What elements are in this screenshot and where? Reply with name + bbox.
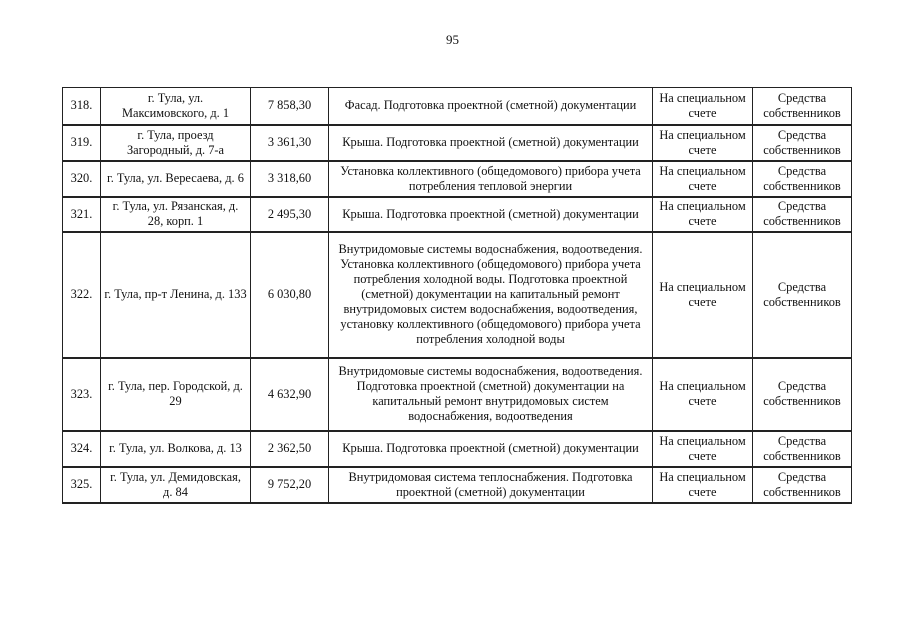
table-row bbox=[63, 431, 852, 467]
row-number: 325. bbox=[63, 467, 101, 503]
work-description-cell: Фасад. Подготовка проектной (сметной) документации bbox=[329, 88, 653, 125]
work-description-cell: Крыша. Подготовка проектной (сметной) документации bbox=[329, 125, 653, 161]
table-row bbox=[63, 197, 852, 232]
address-cell: г. Тула, проезд Загородный, д. 7-а bbox=[101, 125, 251, 161]
address-cell: г. Тула, пр-т Ленина, д. 133 bbox=[101, 232, 251, 358]
account-type-cell: На специальном счете bbox=[653, 197, 753, 232]
work-description-cell: Внутридомовые системы водоснабжения, водоотведения. Подготовка проектной (сметной) документации на капитальный ремонт внутридомовых систем водоснабжения, водоотведения bbox=[329, 358, 653, 431]
registry-table bbox=[62, 87, 852, 504]
work-description-cell: Установка коллективного (общедомового) прибора учета потребления тепловой энергии bbox=[329, 161, 653, 197]
registry-table-body bbox=[63, 88, 852, 503]
amount-cell: 9 752,20 bbox=[251, 467, 329, 503]
amount-cell: 4 632,90 bbox=[251, 358, 329, 431]
funding-source-cell: Средства собственников bbox=[753, 88, 852, 125]
work-description-cell: Внутридомовые системы водоснабжения, водоотведения. Установка коллективного (общедомового) прибора учета потребления холодной воды. Подготовка проектной (сметной) документации на капитальный ремонт внутридомовых систем водоснабжения, водоотведения, установку коллективного (общедомового) прибора учета потребления холодной воды bbox=[329, 232, 653, 358]
table-row bbox=[63, 88, 852, 125]
funding-source-cell: Средства собственников bbox=[753, 467, 852, 503]
account-type-cell: На специальном счете bbox=[653, 88, 753, 125]
account-type-cell: На специальном счете bbox=[653, 431, 753, 467]
amount-cell: 2 495,30 bbox=[251, 197, 329, 232]
work-description-cell: Внутридомовая система теплоснабжения. Подготовка проектной (сметной) документации bbox=[329, 467, 653, 503]
row-number: 323. bbox=[63, 358, 101, 431]
address-cell: г. Тула, ул. Волкова, д. 13 bbox=[101, 431, 251, 467]
funding-source-cell: Средства собственников bbox=[753, 232, 852, 358]
account-type-cell: На специальном счете bbox=[653, 161, 753, 197]
amount-cell: 3 361,30 bbox=[251, 125, 329, 161]
table-row bbox=[63, 125, 852, 161]
funding-source-cell: Средства собственников bbox=[753, 358, 852, 431]
account-type-cell: На специальном счете bbox=[653, 125, 753, 161]
amount-cell: 3 318,60 bbox=[251, 161, 329, 197]
funding-source-cell: Средства собственников bbox=[753, 197, 852, 232]
row-number: 324. bbox=[63, 431, 101, 467]
amount-cell: 7 858,30 bbox=[251, 88, 329, 125]
table-row bbox=[63, 467, 852, 503]
funding-source-cell: Средства собственников bbox=[753, 125, 852, 161]
address-cell: г. Тула, ул. Вересаева, д. 6 bbox=[101, 161, 251, 197]
funding-source-cell: Средства собственников bbox=[753, 161, 852, 197]
work-description-cell: Крыша. Подготовка проектной (сметной) документации bbox=[329, 431, 653, 467]
address-cell: г. Тула, ул. Демидовская, д. 84 bbox=[101, 467, 251, 503]
row-number: 319. bbox=[63, 125, 101, 161]
account-type-cell: На специальном счете bbox=[653, 232, 753, 358]
address-cell: г. Тула, ул. Максимовского, д. 1 bbox=[101, 88, 251, 125]
funding-source-cell: Средства собственников bbox=[753, 431, 852, 467]
work-description-cell: Крыша. Подготовка проектной (сметной) документации bbox=[329, 197, 653, 232]
table-row bbox=[63, 161, 852, 197]
address-cell: г. Тула, ул. Рязанская, д. 28, корп. 1 bbox=[101, 197, 251, 232]
table-row bbox=[63, 358, 852, 431]
table-row bbox=[63, 232, 852, 358]
row-number: 322. bbox=[63, 232, 101, 358]
row-number: 318. bbox=[63, 88, 101, 125]
amount-cell: 2 362,50 bbox=[251, 431, 329, 467]
address-cell: г. Тула, пер. Городской, д. 29 bbox=[101, 358, 251, 431]
account-type-cell: На специальном счете bbox=[653, 467, 753, 503]
amount-cell: 6 030,80 bbox=[251, 232, 329, 358]
page-number: 95 bbox=[446, 32, 459, 47]
row-number: 320. bbox=[63, 161, 101, 197]
account-type-cell: На специальном счете bbox=[653, 358, 753, 431]
row-number: 321. bbox=[63, 197, 101, 232]
